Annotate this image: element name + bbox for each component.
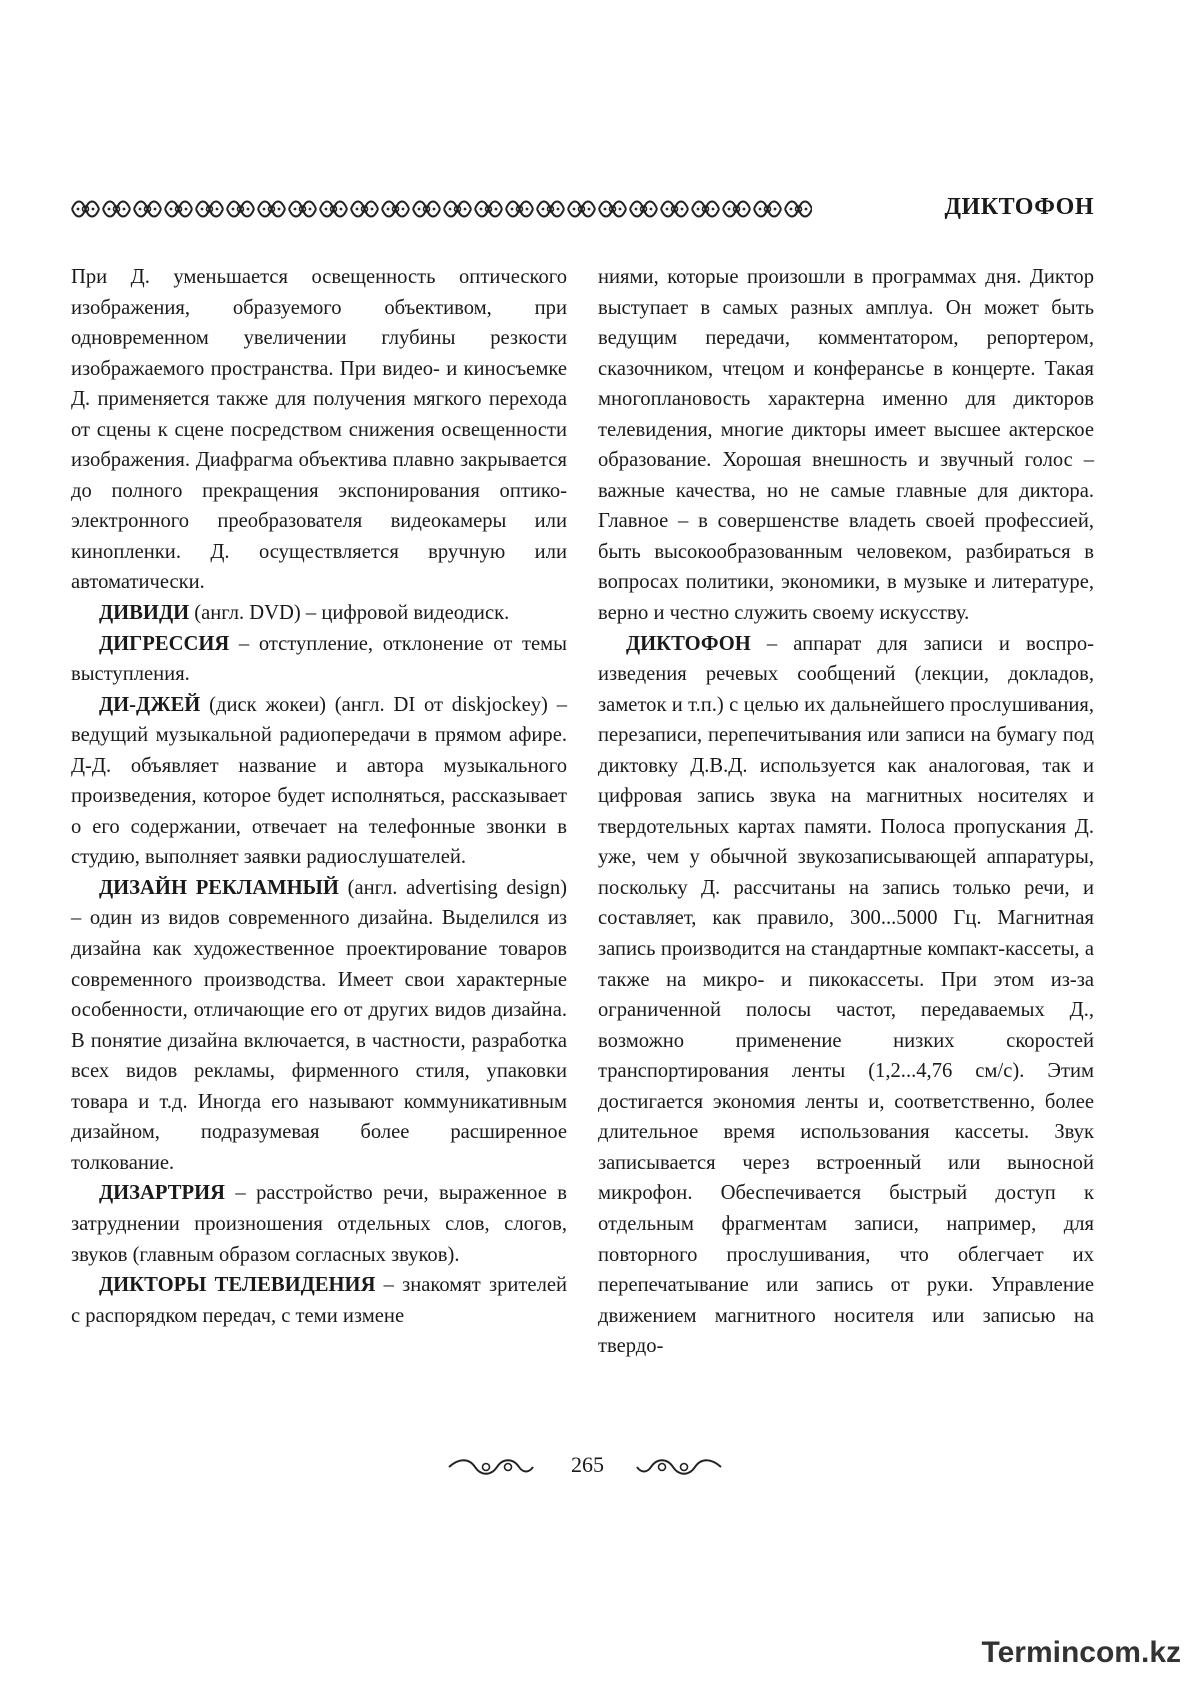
entry-term: ДИВИДИ (99, 602, 190, 625)
page-number: 265 (571, 1452, 604, 1477)
flourish-right-icon (633, 1456, 725, 1478)
dictionary-entry: ДИЗАРТРИЯ – расстройство речи, выраженное в затруднении произношения отдельных слов, слогов, звуков (главным образом согласных звуков). (71, 1182, 567, 1266)
entry-term: ДИКТОФОН (626, 632, 751, 655)
dictionary-entry: ДИ-ДЖЕЙ (диск жокеи) (англ. DI от diskjockey) – ведущий музыкальной радиопередачи в прямом афире. Д-Д. объявляет название и автора музыкального произведения, которое будет исполняться, рассказывает о его содержании, отвечает на телефонные звонки в студию, выполняет заявки радиослушателей. (71, 693, 567, 869)
ornament-border-icon (70, 196, 812, 222)
entry-term: ДИГРЕССИЯ (99, 632, 230, 655)
paragraph: ниями, которые произошли в программах дня. Диктор выступает в самых разных амплуа. Он может быть ведущим передачи, комментатором, репортером, сказочником, чтецом и конферансье в концерте. Такая многоплановость характерна именно для дикторов телевидения, многие дикторы имеет высшее актерское образование. Хорошая внешность и звучный голос – важные качества, но не самые главные для диктора. Главное – в совершенстве владеть своей профессией, быть высокообразованным человеком, разбираться в вопросах политики, экономики, в музыке и литературе, верно и честно служить своему искусству. (598, 266, 1094, 625)
dictionary-entry: ДИВИДИ (англ. DVD) – цифровой видеодиск. (99, 602, 510, 625)
flourish-left-icon (445, 1456, 537, 1478)
dictionary-entry: ДИГРЕССИЯ – отступление, отклонение от темы выступления. (71, 632, 567, 686)
left-column (71, 262, 567, 1331)
entry-term: ДИЗАЙН РЕКЛАМНЫЙ (99, 876, 339, 899)
entry-term: ДИЗАРТРИЯ (99, 1182, 225, 1205)
page-header (70, 190, 1094, 230)
paragraph: При Д. уменьшается освещенность оптического изображения, образуемого объективом, при одновременном увеличении глубины резкости изображаемого пространства. При видео- и киносъемке Д. применяется также для получения мягкого перехода от сцены к сцене посредством снижения освещенности изображения. Диафрагма объектива плавно закрывается до полного прекращения экспонирования оптико-электронного преобразователя видеокамеры или кинопленки. Д. осуществляется вручную или автоматически. (71, 266, 567, 594)
dictionary-entry: ДИКТОФОН – аппарат для записи и воспроизведения речевых сообщений (лекции, докладов, заметок и т.п.) с целью их дальнейшего прослушивания, перезаписи, перепечитывания или записи на бумагу под диктовку Д.В.Д. используется как аналоговая, так и цифровая запись звука на магнитных носителях и твердотельных картах памяти. Полоса пропускания Д. уже, чем у обычной звукозаписывающей аппаратуры, поскольку Д. рассчитаны на запись только речи, и составляет, как правило, 300...5000 Гц. Магнитная запись производится на стандартные компакт-кассеты, а также на микро- и пикокассеты. При этом из-за ограниченной полосы частот, передаваемых Д., возможно применение низких скоростей транспортирования ленты (1,2...4,76 см/с). Этим достигается экономия ленты и, соответственно, более длительное время использования кассеты. Звук записывается через встроенный или выносной микрофон. Обеспечивается быстрый доступ к отдельным фрагментам записи, например, для повторного прослушивания, что облегчает их перепечатывание или запись от руки. Управление движением магнитного носителя или записью на твердо- (598, 632, 1094, 1358)
right-column (598, 262, 1094, 1362)
running-head: ДИКТОФОН (944, 194, 1094, 220)
page-footer (0, 1452, 1191, 1482)
entry-term: ДИКТОРЫ ТЕЛЕВИДЕНИЯ (99, 1274, 376, 1297)
watermark-logo: Termincom.kz (981, 1636, 1181, 1669)
dictionary-entry: ДИКТОРЫ ТЕЛЕВИДЕНИЯ – знакомят зрителей с распорядком передач, с теми измене (71, 1274, 568, 1327)
entry-term: ДИ-ДЖЕЙ (99, 693, 201, 716)
dictionary-entry: ДИЗАЙН РЕКЛАМНЫЙ (англ. advertising design) – один из видов современного дизайна. Выделился из дизайна как художественное проектирование товаров современного производства. Имеет свои характерные особенности, отличающие его от других видов дизайна. В понятие дизайна включается, в частности, разработка всех видов рекламы, фирменного стиля, упаковки товара и т.д. Иногда его называют коммуникативным дизайном, подразумевая более расширенное толкование. (71, 876, 568, 1174)
